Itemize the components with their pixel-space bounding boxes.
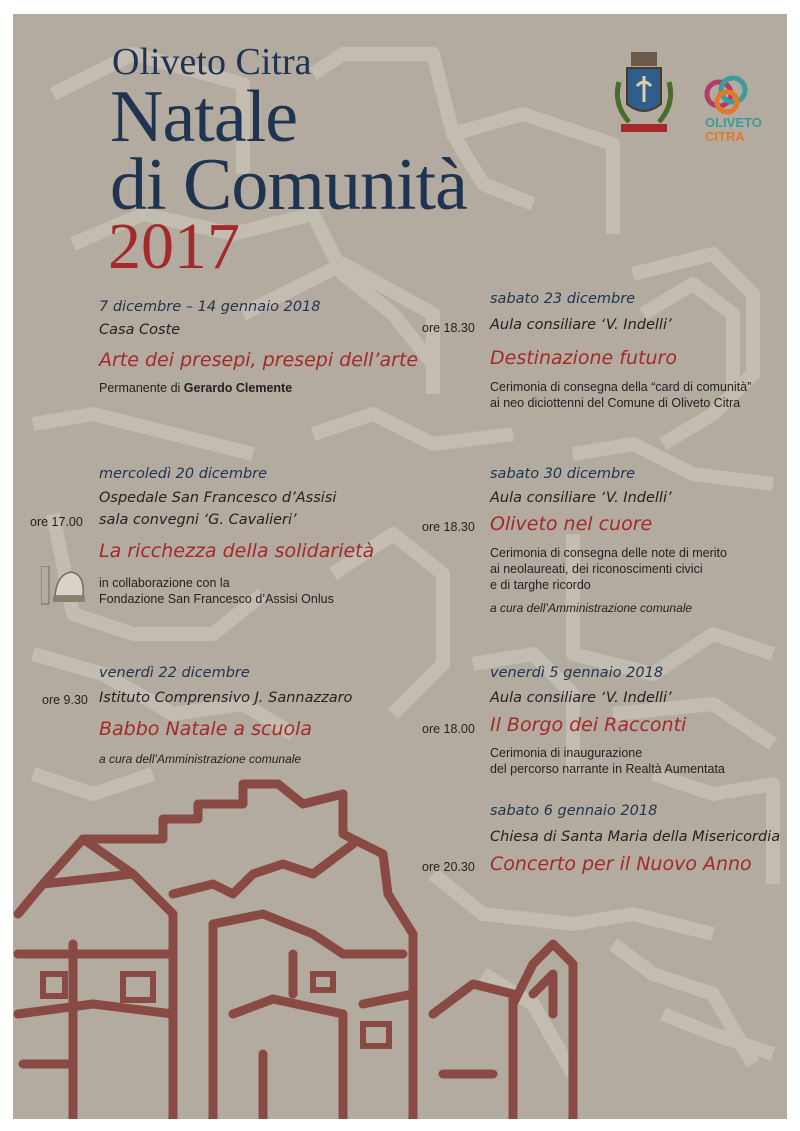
event-place: Ospedale San Francesco d’Assisi <box>99 490 337 506</box>
town-name: Oliveto Citra <box>112 41 312 83</box>
event-place: sala convegni ‘G. Cavalieri’ <box>99 512 297 528</box>
event-date: 7 dicembre – 14 gennaio 2018 <box>99 299 321 315</box>
year: 2017 <box>108 210 240 283</box>
fondazione-logo-icon <box>41 566 89 606</box>
event-title: Il Borgo dei Racconti <box>490 714 687 736</box>
event-title: Babbo Natale a scuola <box>99 718 313 740</box>
event-time: ore 18.30 <box>422 520 475 534</box>
event-date: mercoledì 20 dicembre <box>99 466 268 482</box>
event-description: Cerimonia di inaugurazione <box>490 746 643 760</box>
oliveto-citra-logo-icon <box>703 72 753 116</box>
event-date: venerdì 22 dicembre <box>99 665 250 681</box>
event-description: in collaborazione con la <box>99 576 230 590</box>
event-time: ore 18.00 <box>422 722 475 736</box>
event-place: Istituto Comprensivo J. Sannazzaro <box>99 690 353 706</box>
brand-line-1: OLIVETO <box>705 115 762 130</box>
poster <box>13 14 787 1119</box>
event-time: ore 20.30 <box>422 860 475 874</box>
event-description: Permanente di Gerardo Clemente <box>99 381 293 395</box>
event-credit: a cura dell’Amministrazione comunale <box>490 601 693 615</box>
brand-line-2: CITRA <box>705 129 745 144</box>
event-date: sabato 23 dicembre <box>490 291 636 307</box>
event-date: venerdì 5 gennaio 2018 <box>490 665 664 681</box>
event-place: Aula consiliare ‘V. Indelli’ <box>490 690 672 706</box>
event-description: del percorso narrante in Realtà Aumentata <box>490 762 725 776</box>
title-line-2: di Comunità <box>110 144 467 226</box>
title-line-1: Natale <box>110 76 298 158</box>
event-description: Cerimonia di consegna della “card di comunità” <box>490 380 752 394</box>
coat-of-arms-icon <box>609 52 681 142</box>
event-credit: a cura dell’Amministrazione comunale <box>99 752 302 766</box>
event-description: Fondazione San Francesco d’Assisi Onlus <box>99 592 334 606</box>
event-time: ore 17.00 <box>30 515 83 529</box>
event-title: Arte dei presepi, presepi dell’arte <box>99 349 419 371</box>
event-place: Aula consiliare ‘V. Indelli’ <box>490 317 672 333</box>
event-description: Cerimonia di consegna delle note di merito <box>490 546 727 560</box>
event-description: ai neolaureati, dei riconoscimenti civici <box>490 562 703 576</box>
event-title: Destinazione futuro <box>490 347 677 369</box>
event-time: ore 18.30 <box>422 321 475 335</box>
event-description: e di targhe ricordo <box>490 578 591 592</box>
event-title: Concerto per il Nuovo Anno <box>490 853 752 875</box>
event-place: Chiesa di Santa Maria della Misericordia <box>490 829 781 845</box>
event-place: Aula consiliare ‘V. Indelli’ <box>490 490 672 506</box>
event-date: sabato 6 gennaio 2018 <box>490 803 658 819</box>
event-time: ore 9.30 <box>42 693 88 707</box>
event-title: La ricchezza della solidarietà <box>99 540 375 562</box>
event-date: sabato 30 dicembre <box>490 466 636 482</box>
event-title: Oliveto nel cuore <box>490 513 653 535</box>
event-place: Casa Coste <box>99 322 181 338</box>
event-description: ai neo diciottenni del Comune di Oliveto Citra <box>490 396 741 410</box>
